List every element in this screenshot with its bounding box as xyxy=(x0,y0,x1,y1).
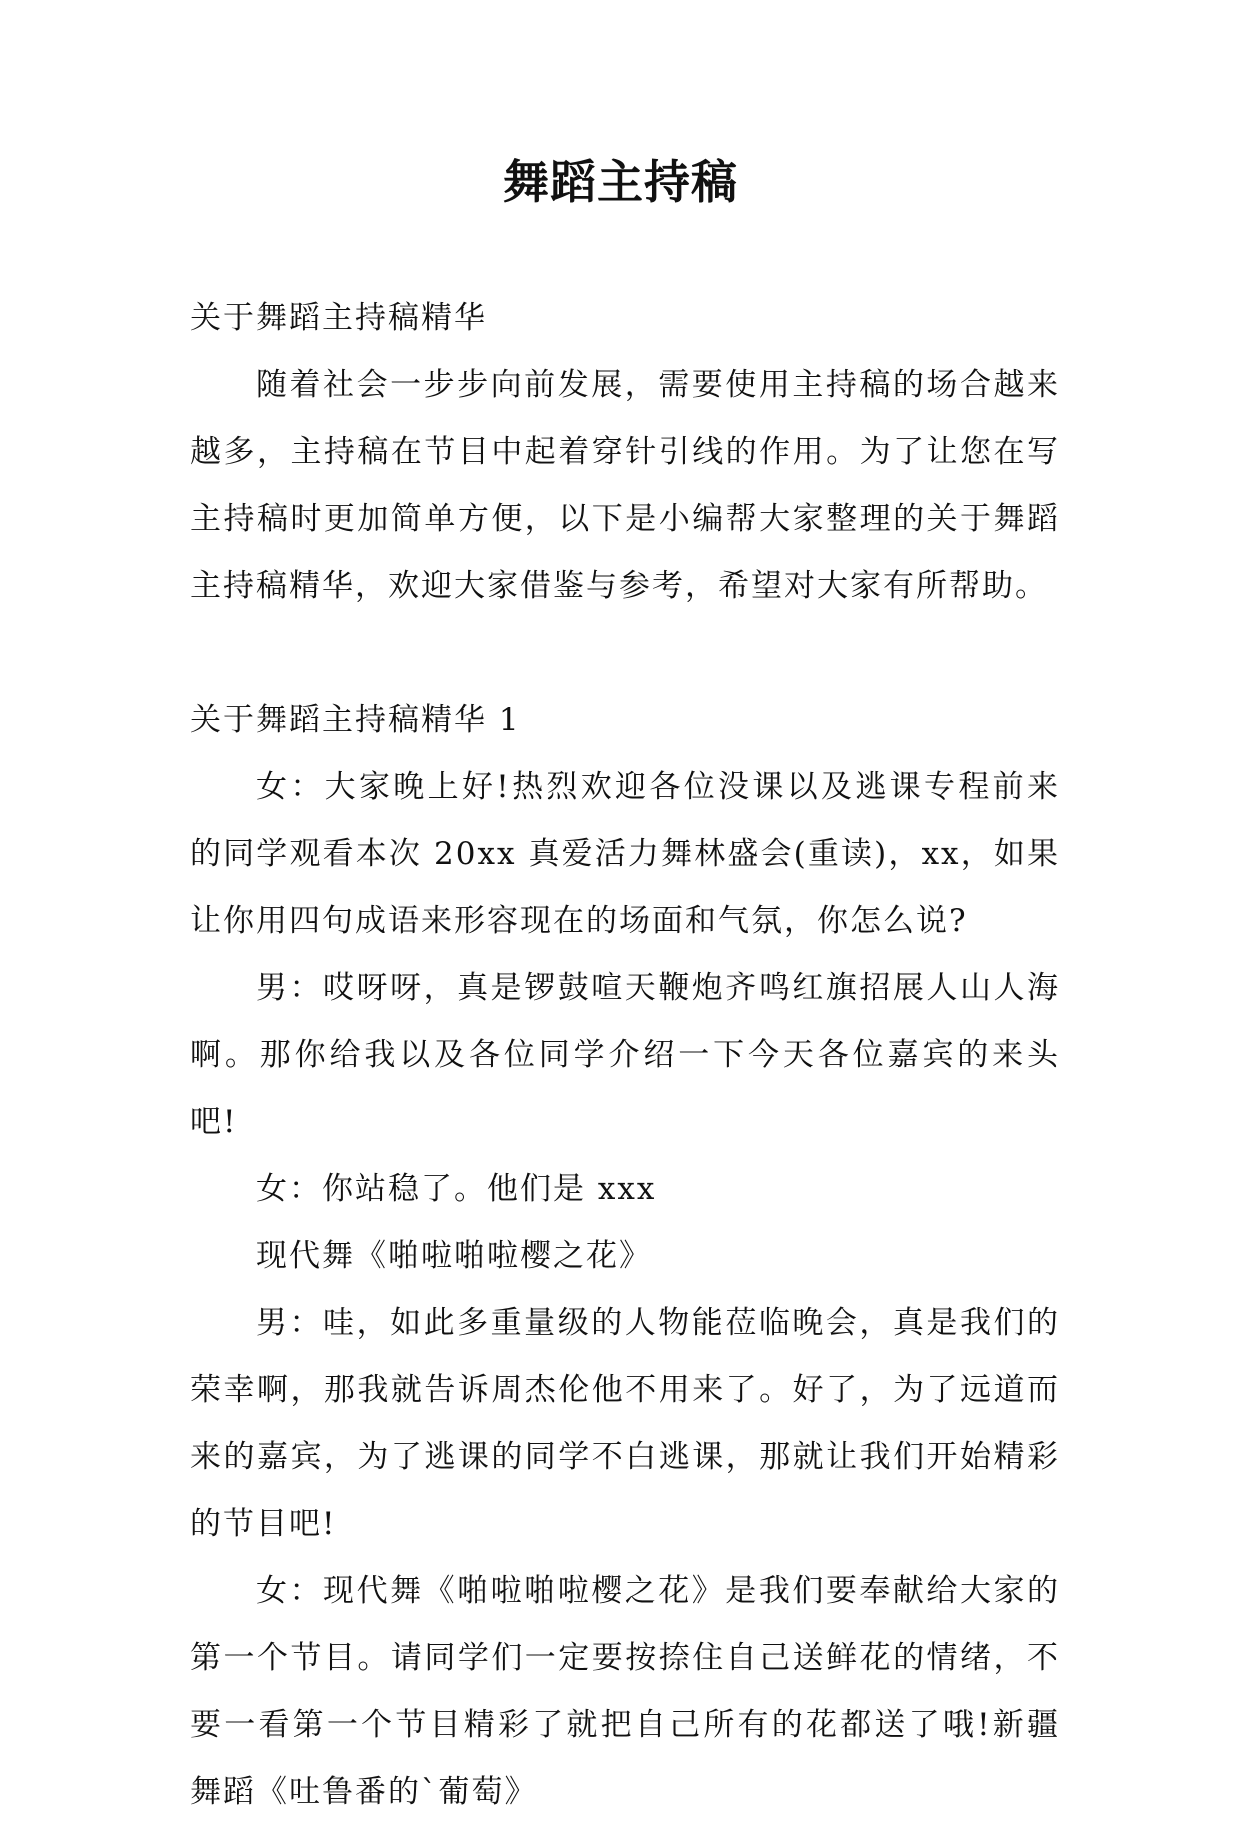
paragraph-spacer xyxy=(190,620,1060,687)
dialogue-paragraph: 男：哎呀呀，真是锣鼓喧天鞭炮齐鸣红旗招展人山人海啊。那你给我以及各位同学介绍一下今天各位嘉宾的来头吧! xyxy=(190,970,1060,1140)
section-heading-1: 关于舞蹈主持稿精华 1 xyxy=(190,702,521,738)
dialogue-paragraph: 女：你站稳了。他们是 xxx xyxy=(256,1171,657,1207)
document-title: 舞蹈主持稿 xyxy=(503,155,738,209)
dialogue-paragraph: 女：现代舞《啪啦啪啦樱之花》是我们要奉献给大家的第一个节目。请同学们一定要按捺住自己送鲜花的情绪，不要一看第一个节目精彩了就把自己所有的花都送了哦!新疆舞蹈《吐鲁番的`葡萄》 xyxy=(190,1573,1060,1810)
section-heading-intro: 关于舞蹈主持稿精华 xyxy=(190,300,487,336)
intro-paragraph: 随着社会一步步向前发展，需要使用主持稿的场合越来越多，主持稿在节目中起着穿针引线的作用。为了让您在写主持稿时更加简单方便，以下是小编帮大家整理的关于舞蹈主持稿精华，欢迎大家借鉴与参考，希望对大家有所帮助。 xyxy=(190,367,1060,604)
dialogue-paragraph: 女：大家晚上好!热烈欢迎各位没课以及逃课专程前来的同学观看本次 20xx 真爱活力舞林盛会(重读)，xx，如果让你用四句成语来形容现在的场面和气氛，你怎么说? xyxy=(190,769,1060,939)
dialogue-paragraph: 男：哇，如此多重量级的人物能莅临晚会，真是我们的荣幸啊，那我就告诉周杰伦他不用来了。好了，为了远道而来的嘉宾，为了逃课的同学不白逃课，那就让我们开始精彩的节目吧! xyxy=(190,1305,1060,1542)
document-body xyxy=(190,285,1060,1826)
program-title-line: 现代舞《啪啦啪啦樱之花》 xyxy=(256,1238,652,1274)
